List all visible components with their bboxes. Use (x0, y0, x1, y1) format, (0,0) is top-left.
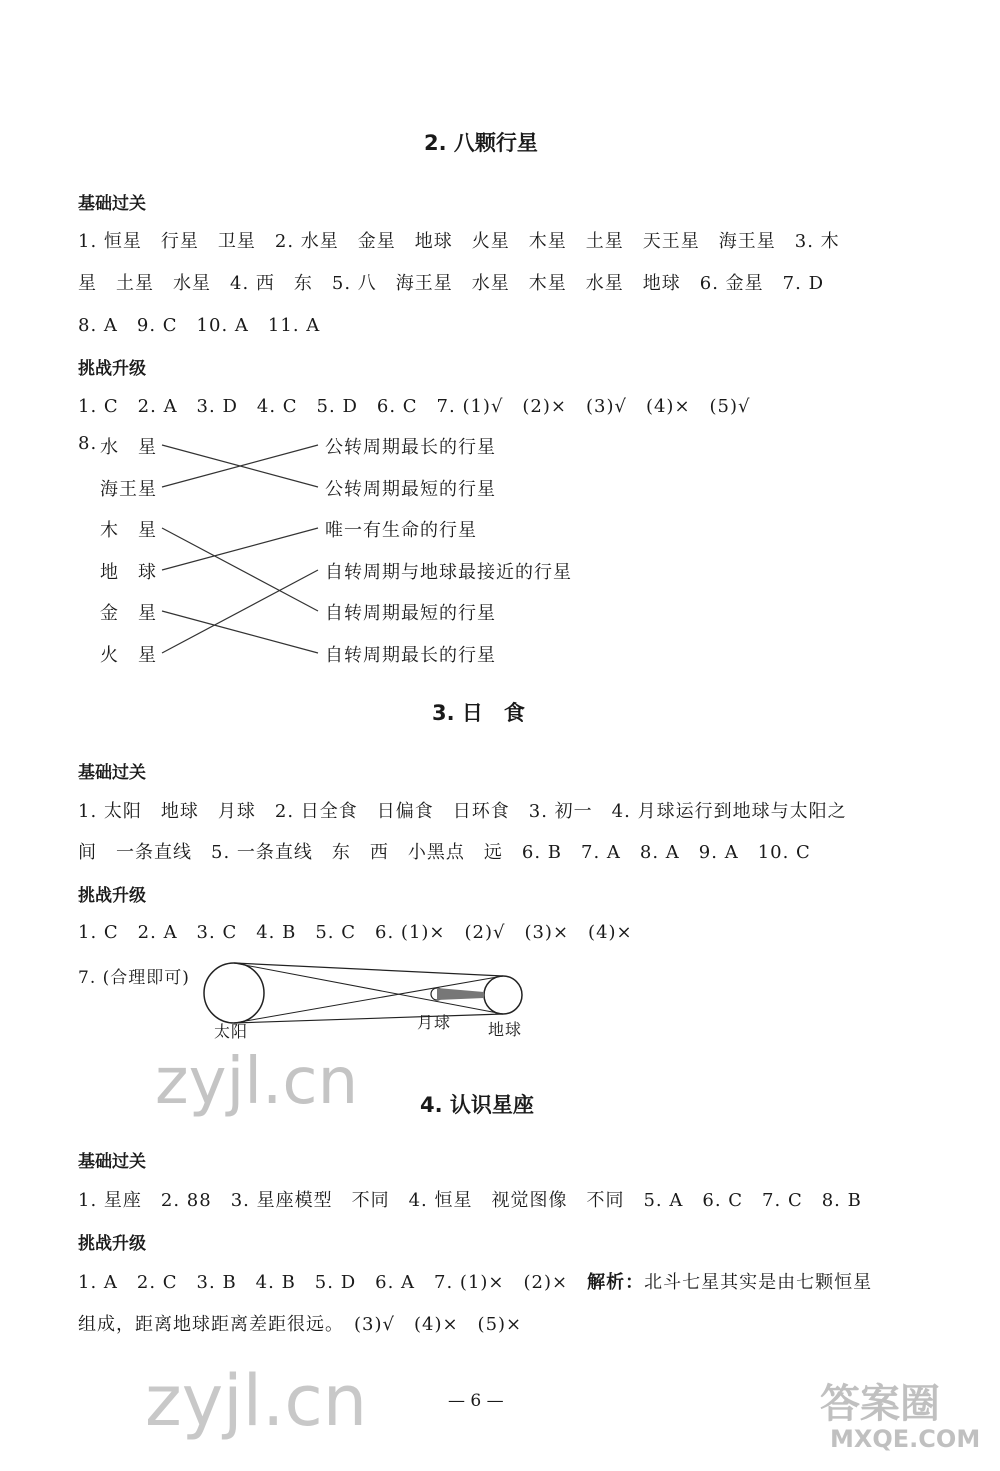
analysis-label: 解析： (587, 1272, 645, 1293)
answer-line: 组成，距离地球距离差距很远。 (3)√ (4)× (5)× (78, 1314, 523, 1335)
challenge-heading: 挑战升级 (78, 1234, 146, 1254)
planet-label: 火 星 (100, 645, 157, 666)
planet-label: 海王星 (100, 479, 157, 500)
watermark-text: zyjl.cn (145, 1360, 368, 1442)
answer-text: 1. A 2. C 3. B 4. B 5. D 6. A 7. (1)× (2)× (78, 1272, 588, 1293)
planet-label: 地 球 (100, 562, 157, 583)
answer-line (78, 1268, 872, 1294)
answer-line: 8. A 9. C 10. A 11. A (78, 315, 321, 336)
answer-line: 1. 太阳 地球 月球 2. 日全食 日偏食 日环食 3. 初一 4. 月球运行到地球与太阳之 (78, 801, 847, 822)
answer-line: 1. C 2. A 3. D 4. C 5. D 6. C 7. (1)√ (2)× (3)√ (4)× (5)√ (78, 396, 751, 417)
answer-line: 间 一条直线 5. 一条直线 东 西 小黑点 远 6. B 7. A 8. A 9. A 10. C (78, 842, 811, 863)
watermark-logo: 答案圈 (820, 1381, 940, 1427)
watermark-text: zyjl.cn (155, 1045, 359, 1119)
property-label: 自转周期与地球最接近的行星 (325, 562, 572, 583)
answer-line: 1. 恒星 行星 卫星 2. 水星 金星 地球 火星 木星 土星 天王星 海王星 3. 木 (78, 231, 840, 252)
answer-line: 1. 星座 2. 88 3. 星座模型 不同 4. 恒星 视觉图像 不同 5. A 6. C 7. C 8. B (78, 1190, 862, 1211)
question-number: 8. (78, 433, 98, 454)
watermark-url: MXQE.COM (830, 1425, 981, 1453)
section-title-eight-planets: 2. 八颗行星 (424, 131, 538, 155)
section-title-solar-eclipse: 3. 日 食 (432, 701, 525, 725)
basic-heading: 基础过关 (78, 1152, 146, 1172)
basic-heading: 基础过关 (78, 763, 146, 783)
section-title-constellations: 4. 认识星座 (420, 1093, 534, 1117)
property-label: 自转周期最长的行星 (325, 645, 496, 666)
property-label: 自转周期最短的行星 (325, 603, 496, 624)
earth-label: 地球 (488, 1020, 523, 1039)
planet-label: 水 星 (100, 437, 157, 458)
challenge-heading: 挑战升级 (78, 359, 146, 379)
property-label: 公转周期最长的行星 (325, 437, 496, 458)
sun-label: 太阳 (214, 1022, 249, 1041)
basic-heading: 基础过关 (78, 194, 146, 214)
sun-circle (204, 963, 264, 1023)
page-number: — 6 — (448, 1391, 504, 1411)
earth-circle (484, 976, 522, 1014)
shadow-region (437, 988, 484, 1000)
question-7-prefix: 7. (合理即可) (78, 968, 190, 988)
planet-label: 木 星 (100, 520, 157, 541)
moon-label: 月球 (417, 1013, 452, 1032)
answer-line: 1. C 2. A 3. C 4. B 5. C 6. (1)× (2)√ (3)× (4)× (78, 922, 633, 943)
analysis-text: 北斗七星其实是由七颗恒星 (644, 1272, 873, 1293)
planet-label: 金 星 (100, 603, 157, 624)
answer-line: 星 土星 水星 4. 西 东 5. 八 海王星 水星 木星 水星 地球 6. 金星 7. D (78, 273, 825, 294)
property-label: 唯一有生命的行星 (325, 520, 477, 541)
property-label: 公转周期最短的行星 (325, 479, 496, 500)
challenge-heading: 挑战升级 (78, 886, 146, 906)
